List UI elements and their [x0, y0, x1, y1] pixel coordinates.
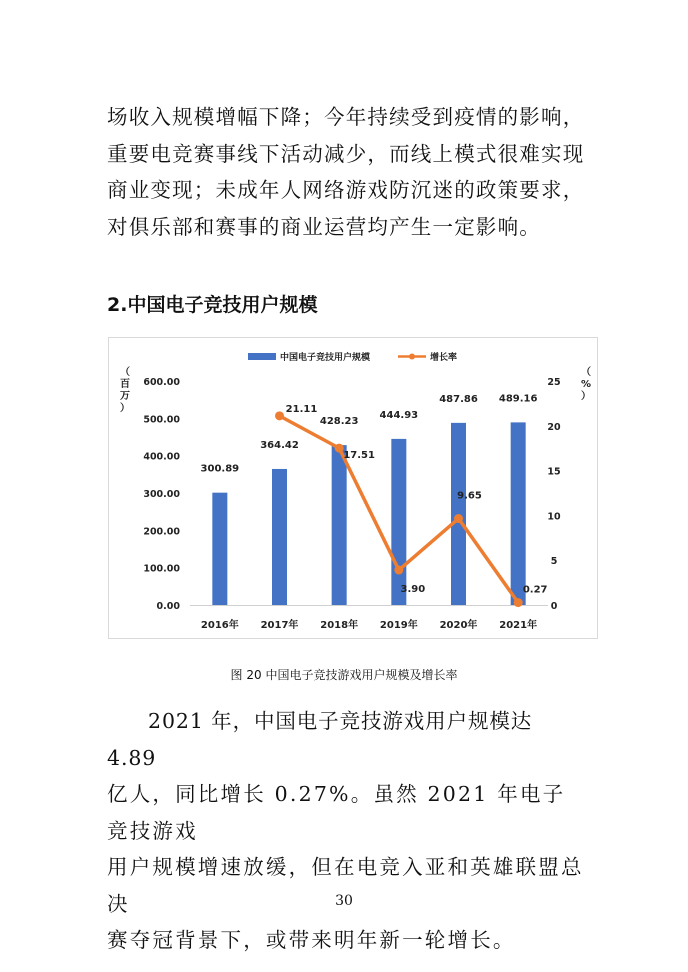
bar — [272, 469, 287, 605]
y-left-title-char: 万 — [120, 391, 130, 402]
x-tick-label: 2021年 — [499, 620, 538, 631]
growth-point — [394, 566, 403, 575]
bar-value-label: 428.23 — [319, 416, 359, 428]
summary-line-1: 2021 年，中国电子竞技游戏用户规模达 4.89 — [107, 709, 533, 770]
y-right-title-char: ） — [581, 391, 591, 402]
bar-value-label: 444.93 — [379, 409, 419, 421]
y-right-tick-label: 25 — [547, 377, 561, 388]
bar-value-label: 300.89 — [200, 463, 240, 475]
bar-value-label: 364.42 — [260, 439, 299, 451]
user-scale-chart — [108, 337, 598, 639]
y-left-title-char: ） — [120, 403, 130, 414]
y-right-tick-label: 15 — [547, 466, 561, 478]
y-left-tick-label: 500.00 — [143, 414, 180, 426]
x-tick-label: 2016年 — [200, 620, 239, 631]
growth-value-label: 21.11 — [285, 403, 318, 415]
intro-line-2: 重要电竞赛事线下活动减少，而线上模式很难实现 — [107, 141, 585, 166]
growth-value-label: 17.51 — [343, 450, 375, 462]
intro-line-3: 商业变现；未成年人网络游戏防沉迷的政策要求， — [107, 178, 585, 202]
y-left-tick-label: 100.00 — [143, 563, 180, 575]
bar — [391, 439, 406, 605]
x-tick-label: 2018年 — [320, 620, 359, 631]
summary-paragraph — [107, 703, 585, 959]
growth-value-label: 9.65 — [457, 490, 482, 502]
y-left-tick-label: 300.00 — [143, 489, 180, 500]
y-right-tick-label: 20 — [547, 421, 561, 433]
intro-line-4: 对俱乐部和赛事的商业运营均产生一定影响。 — [107, 214, 541, 239]
legend-bar-swatch — [248, 353, 276, 360]
y-right-tick-label: 5 — [550, 556, 558, 568]
y-left-tick-label: 0.00 — [156, 601, 180, 612]
section-heading: 2.中国电子竞技用户规模 — [107, 294, 318, 316]
bar — [451, 423, 466, 605]
bar-value-label: 487.86 — [439, 393, 478, 405]
growth-point — [514, 598, 523, 607]
figure-caption: 图 20 中国电子竞技游戏用户规模及增长率 — [230, 668, 458, 682]
y-left-title-char: 百 — [120, 379, 130, 390]
summary-line-4: 赛夺冠背景下，或带来明年新一轮增长。 — [107, 928, 516, 952]
x-tick-label: 2020年 — [439, 620, 478, 631]
x-tick-label: 2017年 — [260, 620, 299, 631]
bar — [212, 493, 227, 605]
legend-line-marker — [409, 354, 415, 360]
y-right-tick-label: 10 — [547, 511, 561, 523]
growth-value-label: 0.27 — [522, 584, 548, 596]
intro-paragraph — [107, 99, 585, 245]
bar-value-label: 489.16 — [498, 393, 538, 405]
bar — [332, 445, 347, 605]
intro-line-1: 场收入规模增幅下降；今年持续受到疫情的影响， — [107, 105, 585, 129]
growth-point — [275, 411, 284, 420]
y-right-title-char: （ — [581, 367, 591, 378]
y-right-title-char: % — [580, 379, 592, 390]
y-left-tick-label: 200.00 — [143, 526, 180, 538]
y-left-tick-label: 600.00 — [143, 377, 180, 388]
growth-value-label: 3.90 — [400, 584, 426, 596]
growth-point — [335, 444, 344, 453]
x-tick-label: 2019年 — [379, 620, 418, 631]
summary-line-2: 亿人，同比增长 0.27%。虽然 2021 年电子竞技游戏 — [107, 782, 566, 843]
y-right-tick-label: 0 — [550, 601, 558, 612]
summary-line-3: 用户规模增速放缓，但在电竞入亚和英雄联盟总决 — [107, 855, 584, 916]
legend-bar-label: 中国电子竞技用户规模 — [280, 353, 371, 363]
y-left-title-char: （ — [120, 367, 130, 378]
y-left-tick-label: 400.00 — [143, 451, 180, 463]
page-number: 30 — [335, 893, 353, 909]
legend-line-label: 增长率 — [430, 353, 458, 363]
growth-point — [454, 514, 463, 523]
bar — [511, 422, 526, 605]
